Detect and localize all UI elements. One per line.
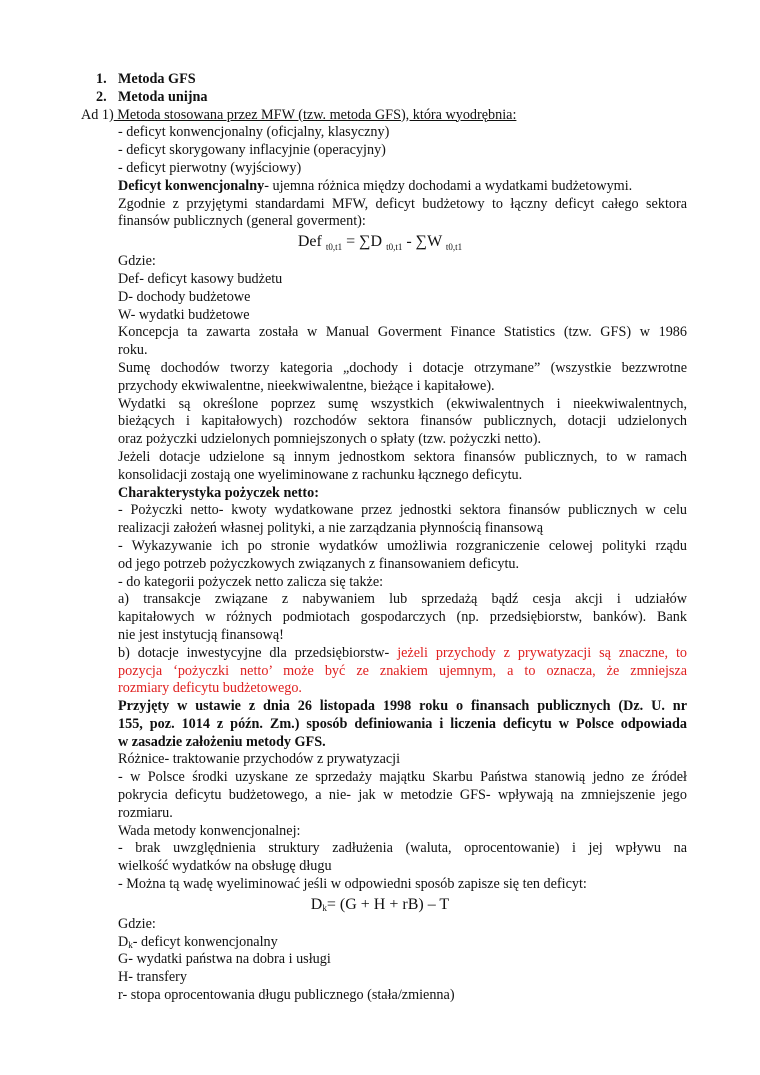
paragraph-line: od jego potrzeb pożyczkowych związanych z finansowaniem deficytu. [118,555,520,572]
paragraph-line: nie jest instytucją finansową! [118,626,284,643]
bold-paragraph-line: 155, poz. 1014 z późn. Zm.) sposób definiowania i liczenia deficytu w Polsce odpowiada [118,715,687,732]
paragraph-line: - brak uwzględnienia struktury zadłużenia (waluta, oprocentowanie) i jej wpływu na [118,840,687,857]
deficit-item: - deficyt pierwotny (wyjściowy) [118,159,302,176]
bold-paragraph-line: Przyjęty w ustawie z dnia 26 listopada 1998 roku o finansach publicznych (Dz. U. nr [118,698,687,715]
list-number: 1. [96,71,107,87]
definition-line: Def- deficyt kasowy budżetu [118,270,283,287]
list-label: Metoda unijna [118,88,208,105]
formula-def: Def $_{t0,t1}$ = ∑D $_{t0,t1}$ - ∑W $_{t0,t1}$ [297,233,463,253]
paragraph-line: konsolidacji zostają one wyeliminowane z rachunku łącznego deficytu. [118,466,523,483]
paragraph-line: a) transakcje związane z nabywaniem lub sprzedażą bądź cesja akcji i udziałów [118,591,687,608]
paragraph-line: Zgodnie z przyjętymi standardami MFW, deficyt budżetowy to łączny deficyt całego sektora [118,195,687,212]
list-item [0,89,760,107]
paragraph-line: Jeżeli dotacje udzielone są innym jednostkom sektora finansów publicznych, to w ramach [118,448,687,465]
paragraph-line: realizacji założeń własnej polityki, a nie zarządzania płynnością finansową [118,520,544,537]
paragraph-line: bieżących i kapitałowych) rozchodów sektora finansów publicznych, dotacji udzielonych [118,413,687,430]
gdzie-label: Gdzie: [118,915,156,932]
paragraph-line: wielkość wydatków na obsługę długu [118,858,332,875]
paragraph-line: finansów publicznych (general goverment): [118,213,366,230]
definition-line: W- wydatki budżetowe [118,306,250,323]
paragraph-line: przychody ekwiwalentne, nieekwiwalentne, bieżące i kapitałowe). [118,377,495,394]
ad1-heading: Ad 1) Metoda stosowana przez MFW (tzw. metoda GFS), która wyodrębnia: [81,106,517,123]
definition-line: H- transfery [118,969,187,986]
paragraph-line: Koncepcja ta zawarta została w Manual Goverment Finance Statistics (tzw. GFS) w 1986 [118,324,687,341]
highlighted-line: pozycja ‘pożyczki netto’ może być ze znakiem ujemnym, a to oznacza, że zmniejsza [118,662,687,679]
gdzie-label: Gdzie: [118,253,156,270]
definition-line: D- dochody budżetowe [118,288,251,305]
def-conv-line: Deficyt konwencjonalny- ujemna różnica między dochodami a wydatkami budżetowymi. [118,177,633,194]
deficit-item: - deficyt konwencjonalny (oficjalny, klasyczny) [118,124,390,141]
definition-line: G- wydatki państwa na dobra i usługi [118,951,331,968]
paragraph-line: - Pożyczki netto- kwoty wydatkowane przez jednostki sektora finansów publicznych w celu [118,502,687,519]
paragraph-line: Wada metody konwencjonalnej: [118,822,301,839]
list-label: Metoda GFS [118,71,196,87]
list-number: 2. [96,88,107,105]
list-item [0,71,760,89]
paragraph-line: Wydatki są określone poprzez sumę wszystkich (ekwiwalentnych i nieekwiwalentnych, [118,395,687,412]
paragraph-line: oraz pożyczki udzielonych pomniejszonych o spłaty (tzw. pożyczki netto). [118,431,541,448]
highlighted-line: rozmiary deficytu budżetowego. [118,680,302,697]
deficit-item: - deficyt skorygowany inflacyjnie (operacyjny) [118,142,386,159]
section-heading: Charakterystyka pożyczek netto: [118,484,319,501]
paragraph-line: b) dotacje inwestycyjne dla przedsiębiorstw- jeżeli przychody z prywatyzacji są znaczne, to [118,644,688,661]
paragraph-line: - Można tą wadę wyeliminować jeśli w odpowiedni sposób zapisze się ten deficyt: [118,876,587,893]
paragraph-line: pokrycia deficytu budżetowego, a nie- jak w metodzie GFS- wpływają na zmniejszenie jego [118,787,687,804]
formula-dk: Dk= (G + H + rB) – T [310,895,450,913]
paragraph-line: Sumę dochodów tworzy kategoria „dochody i dotacje otrzymane” (wszystkie bezzwrotne [118,359,687,376]
paragraph-line: - Wykazywanie ich po stronie wydatków umożliwia rozgraniczenie celowej polityki rządu [118,537,687,554]
paragraph-line: - do kategorii pożyczek netto zalicza się także: [118,573,384,590]
paragraph-line: kapitałowych w różnych podmiotach gospodarczych (np. przedsiębiorstw, banków). Bank [118,609,687,626]
paragraph-line: rozmiaru. [118,804,173,821]
paragraph-line: Różnice- traktowanie przychodów z prywatyzacji [118,751,401,768]
paragraph-line: - w Polsce środki uzyskane ze sprzedaży majątku Skarbu Państwa stanowią jedno ze źródeł [118,769,687,786]
paragraph-line: roku. [118,342,148,359]
definition-line: r- stopa oprocentowania długu publicznego (stała/zmienna) [118,987,455,1004]
bold-paragraph-line: w zasadzie założeniu metody GFS. [118,733,326,750]
definition-line: Dk- deficyt konwencjonalny [118,933,278,950]
document-content [0,71,760,1005]
